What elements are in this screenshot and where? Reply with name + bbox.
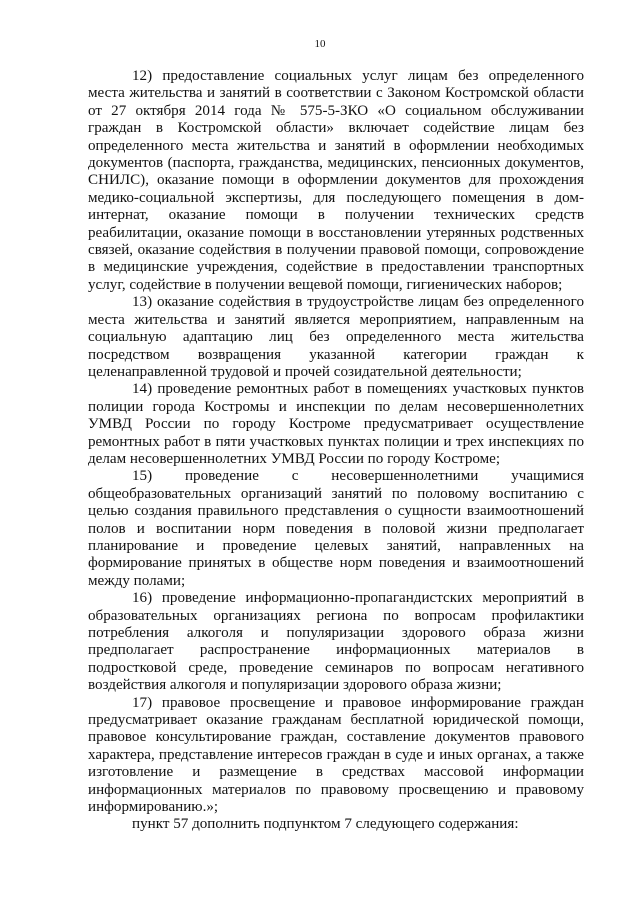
paragraph-item-17: 17) правовое просвещение и правовое информирование граждан предусматривает оказание гражданам бесплатной юридической помощи, правовое консультирование граждан, составление документов правового характера, представление интересов граждан в суде и иных органах, а также изготовление и размещение в средствах массовой информации информационных материалов по правовому просвещению и правовому информированию.»; xyxy=(88,694,584,816)
paragraph-item-15: 15) проведение с несовершеннолетними учащимися общеобразовательных организаций занятий по половому воспитанию с целью создания правильного представления о сущности взаимоотношений полов и воспитании норм поведения в половой жизни предполагает планирование и проведение целевых занятий, направленных на формирование принятых в обществе норм поведения и взаимоотношений между полами; xyxy=(88,468,584,589)
paragraph-item-12: 12) предоставление социальных услуг лицам без определенного места жительства и занятий в соответствии с Законом Костромской области от 27 октября 2014 года № 575-5-ЗКО «О социальном обслуживании граждан в Костромской области» включает содействие лицам без определенного места жительства и занятий в оформлении необходимых документов (паспорта, гражданства, медицинских, пенсионных документов, СНИЛС), оказание помощи в оформлении документов для прохождения медико-социальной экспертизы, для последующего помещения в дом-интернат, оказание помощи в получении технических средств реабилитации, оказание помощи в восстановлении утерянных родственных связей, оказание содействия в получении правовой помощи, сопровождение в медицинские учреждения, содействие в предоставлении транспортных услуг, содействие в получении вещевой помощи, гигиенических наборов; xyxy=(88,68,584,293)
paragraph-item-14: 14) проведение ремонтных работ в помещениях участковых пунктов полиции города Костромы и инспекции по делам несовершеннолетних УМВД России по городу Костроме предусматривает осуществление ремонтных работ в пяти участковых пунктах полиции и трех инспекциях по делам несовершеннолетних УМВД России по городу Костроме; xyxy=(88,381,584,467)
paragraph-item-16: 16) проведение информационно-пропагандистских мероприятий в образовательных организациях региона по вопросам профилактики потребления алкоголя и популяризации здорового образа жизни предполагает распространение информационных материалов в подростковой среде, проведение семинаров по вопросам негативного воздействия алкоголя и популяризации здорового образа жизни; xyxy=(88,590,584,694)
paragraph-item-13: 13) оказание содействия в трудоустройстве лицам без определенного места жительства и занятий является мероприятием, направленным на социальную адаптацию лиц без определенного места жительства посредством возвращения указанной категории граждан к целенаправленной трудовой и прочей созидательной деятельности; xyxy=(88,294,584,380)
document-body xyxy=(88,68,584,834)
paragraph-amendment: пункт 57 дополнить подпунктом 7 следующего содержания: xyxy=(132,816,519,833)
page-number: 10 xyxy=(314,38,326,50)
